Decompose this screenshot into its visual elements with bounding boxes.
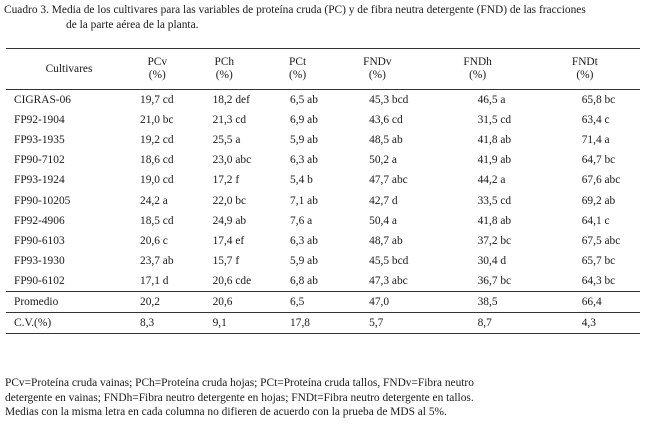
table-row bbox=[6, 110, 640, 130]
table-cell: 65,7 bc bbox=[581, 254, 616, 267]
table-cell: 8,7 bbox=[426, 313, 530, 334]
table-cell: 69,2 ab bbox=[581, 194, 616, 207]
table-cell: 64,7 bc bbox=[581, 154, 616, 167]
column-header bbox=[329, 49, 425, 90]
column-header-label: PCh bbox=[214, 56, 235, 68]
table-cell: 6,5 bbox=[266, 291, 329, 312]
table-cell: 66,4 bbox=[530, 291, 640, 312]
table-row bbox=[6, 130, 640, 150]
column-header-unit: (%) bbox=[148, 69, 166, 81]
table-cell: 6,8 ab bbox=[290, 274, 318, 287]
table-cell: 17,8 bbox=[266, 313, 329, 334]
table-cell: 5,9 ab bbox=[290, 254, 318, 267]
table-cell: 7,1 ab bbox=[290, 194, 318, 207]
table-cell: 50,4 a bbox=[369, 214, 397, 227]
column-header-unit: (%) bbox=[215, 69, 233, 81]
table-cell: 41,9 ab bbox=[477, 154, 512, 167]
table-cell: 17,4 ef bbox=[212, 234, 245, 247]
results-table bbox=[6, 48, 640, 334]
table-row bbox=[6, 251, 640, 271]
table-cell: 18,5 cd bbox=[140, 214, 174, 227]
table-cell: 50,2 a bbox=[369, 154, 397, 167]
table-cell: 22,0 bc bbox=[212, 194, 247, 207]
table-cell: 41,8 ab bbox=[477, 214, 512, 227]
table-cell: 48,5 ab bbox=[369, 134, 403, 147]
table-footnotes bbox=[5, 376, 641, 420]
table-cell: 45,3 bcd bbox=[369, 94, 409, 107]
footnote-line-1: PCv=Proteína cruda vainas; PCh=Proteína cruda hojas; PCt=Proteína cruda tallos, FNDv=Fibra neutro bbox=[5, 377, 474, 389]
table-cell: 24,2 a bbox=[140, 194, 168, 207]
table-cell: 6,9 ab bbox=[290, 114, 318, 127]
table-cell: 20,2 bbox=[132, 291, 183, 312]
table-cell: 5,7 bbox=[329, 313, 425, 334]
table-cell: 47,7 abc bbox=[369, 174, 408, 187]
table-caption bbox=[4, 3, 640, 32]
table-cell: 41,8 ab bbox=[477, 134, 512, 147]
table-cell: 5,4 b bbox=[290, 174, 313, 187]
table-cell: 44,2 a bbox=[477, 174, 506, 187]
row-label: FP93-1930 bbox=[14, 254, 65, 267]
table-cell: 17,2 f bbox=[212, 174, 240, 187]
caption-line-2: de la parte aérea de la planta. bbox=[66, 18, 199, 31]
table-cell: 31,5 cd bbox=[477, 114, 512, 127]
table-cell: 20,6 c bbox=[140, 234, 168, 247]
table-cell: 18,6 cd bbox=[140, 154, 174, 167]
table-cell: 67,5 abc bbox=[581, 234, 621, 247]
table-cell: 19,2 cd bbox=[140, 134, 174, 147]
table-row bbox=[6, 271, 640, 292]
table-cell: 15,7 f bbox=[212, 254, 240, 267]
table-cell: 37,2 bc bbox=[477, 234, 512, 247]
column-header bbox=[426, 49, 530, 90]
column-header-unit: (%) bbox=[576, 69, 594, 81]
table-cell: 63,4 c bbox=[581, 114, 610, 127]
row-label: FP90-7102 bbox=[14, 154, 65, 167]
footnote-line-2: detergente en vainas; FNDh=Fibra neutro detergente en hojas; FNDt=Fibra neutro detergente en tallos. bbox=[5, 391, 474, 404]
table-cell: 42,7 d bbox=[369, 194, 398, 207]
table-cell: 45,5 bcd bbox=[369, 254, 409, 267]
row-label: FP92-4906 bbox=[14, 214, 65, 227]
table-cell: 19,7 cd bbox=[140, 94, 174, 107]
row-label: Promedio bbox=[6, 291, 132, 312]
table-cell: 5,9 ab bbox=[290, 134, 318, 147]
column-header-label: PCv bbox=[147, 56, 168, 68]
column-header-label: FNDv bbox=[363, 56, 392, 68]
table-row bbox=[6, 190, 640, 210]
table-row bbox=[6, 170, 640, 190]
table-cell: 6,3 ab bbox=[290, 154, 318, 167]
column-header-label: PCt bbox=[289, 56, 307, 68]
table-cell: 67,6 abc bbox=[581, 174, 621, 187]
caption-line-1: Cuadro 3. Media de los cultivares para las variables de proteína cruda (PC) y de fibra neutra detergente (FND) de las fracciones bbox=[4, 4, 586, 16]
table-cell: 25,5 a bbox=[212, 134, 241, 147]
table-cell: 64,3 bc bbox=[581, 274, 616, 287]
table-cell: 7,6 a bbox=[290, 214, 313, 227]
table-cell: 38,5 bbox=[426, 291, 530, 312]
footnote-line-3: Medias con la misma letra en cada columna no difieren de acuerdo con la prueba de MDS al 5%. bbox=[5, 406, 447, 418]
table-cell: 20,6 bbox=[183, 291, 266, 312]
column-header bbox=[530, 49, 640, 90]
row-label: FP90-6102 bbox=[14, 274, 65, 287]
table-cell: 21,0 bc bbox=[140, 114, 174, 127]
table-body bbox=[6, 90, 640, 334]
table-cell: 6,5 ab bbox=[290, 94, 318, 107]
table-cell: 18,2 def bbox=[212, 94, 250, 107]
column-header bbox=[266, 49, 329, 90]
row-label: FP92-1904 bbox=[14, 114, 65, 127]
column-header-label: FNDt bbox=[571, 56, 598, 68]
table-cell: 36,7 bc bbox=[477, 274, 512, 287]
table-cell: 4,3 bbox=[530, 313, 640, 334]
row-label: FP90-10205 bbox=[14, 194, 71, 207]
column-header-unit: (%) bbox=[289, 69, 307, 81]
table-cell: 33,5 cd bbox=[477, 194, 512, 207]
row-label: C.V.(%) bbox=[6, 313, 132, 334]
row-label: FP93-1935 bbox=[14, 134, 65, 147]
column-header-label: Cultivares bbox=[45, 62, 93, 75]
row-label: FP93-1924 bbox=[14, 174, 65, 187]
table-cell: 30,4 d bbox=[477, 254, 507, 267]
table-cell: 17,1 d bbox=[140, 274, 169, 287]
table-cell: 23,0 abc bbox=[212, 154, 252, 167]
table-cell: 24,9 ab bbox=[212, 214, 247, 227]
table-cell: 71,4 a bbox=[581, 134, 610, 147]
column-header bbox=[6, 49, 132, 90]
table-cell: 21,3 cd bbox=[212, 114, 247, 127]
table-cell: 64,1 c bbox=[581, 214, 610, 227]
table-row bbox=[6, 211, 640, 231]
table-cell: 6,3 ab bbox=[290, 234, 318, 247]
table-cell: 20,6 cde bbox=[212, 274, 252, 287]
table-cell: 8,3 bbox=[132, 313, 183, 334]
table-cell: 46,5 a bbox=[477, 94, 506, 107]
table-cell: 47,3 abc bbox=[369, 274, 408, 287]
column-header bbox=[183, 49, 266, 90]
table-cell: 19,0 cd bbox=[140, 174, 174, 187]
table-row bbox=[6, 150, 640, 170]
table-row bbox=[6, 313, 640, 334]
column-header bbox=[132, 49, 183, 90]
table-row bbox=[6, 291, 640, 312]
row-label: FP90-6103 bbox=[14, 234, 65, 247]
column-header-label: FNDh bbox=[463, 56, 492, 68]
column-header-unit: (%) bbox=[368, 69, 386, 81]
table-row bbox=[6, 231, 640, 251]
column-header-unit: (%) bbox=[469, 69, 487, 81]
table-row bbox=[6, 90, 640, 111]
row-label: CIGRAS-06 bbox=[14, 94, 71, 107]
table-cell: 48,7 ab bbox=[369, 234, 403, 247]
table-header-row bbox=[6, 49, 640, 90]
table-cell: 9,1 bbox=[183, 313, 266, 334]
table-cell: 43,6 cd bbox=[369, 114, 403, 127]
table-cell: 65,8 bc bbox=[581, 94, 616, 107]
table-cell: 23,7 ab bbox=[140, 254, 174, 267]
table-cell: 47,0 bbox=[329, 291, 425, 312]
